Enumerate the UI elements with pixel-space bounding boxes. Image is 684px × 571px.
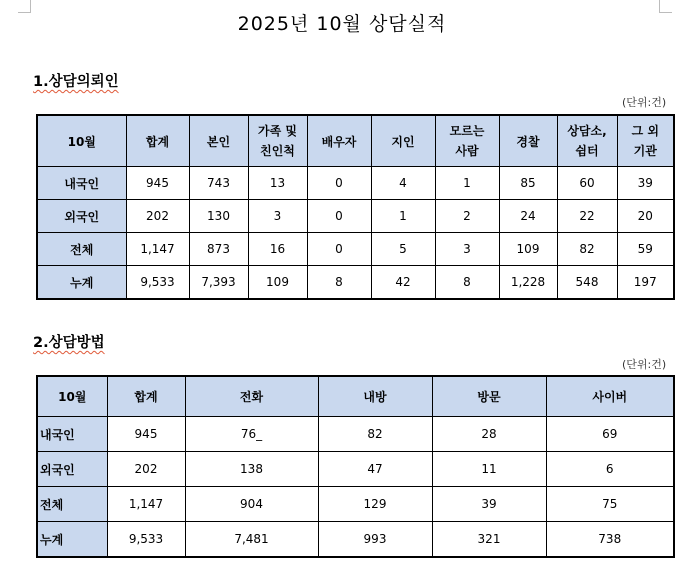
row-label: 누계	[37, 266, 126, 300]
table-cell: 9,533	[126, 266, 189, 300]
table-cell: 11	[432, 452, 546, 487]
table-cell: 4	[371, 167, 435, 200]
table-cell: 7,481	[185, 522, 318, 558]
table-cell: 85	[499, 167, 557, 200]
table-cell: 69	[546, 417, 674, 452]
document-title: 2025년 10월 상담실적	[237, 13, 447, 35]
header-visit: 방문	[432, 376, 546, 417]
table-cell: 6	[546, 452, 674, 487]
table-row	[37, 452, 674, 487]
table-cell: 13	[248, 167, 307, 200]
header-stranger-line1: 모르는	[449, 124, 485, 138]
table-cell: 16	[248, 233, 307, 266]
row-label: 전체	[37, 487, 107, 522]
table-cell: 129	[318, 487, 432, 522]
table-cell: 5	[371, 233, 435, 266]
section-title-clients	[33, 70, 119, 91]
clients-table	[36, 114, 675, 300]
header-police: 경찰	[499, 115, 557, 167]
table-cell: 138	[185, 452, 318, 487]
table-cell: 0	[307, 200, 371, 233]
table-cell: 1	[435, 167, 499, 200]
table-cell: 202	[126, 200, 189, 233]
table-cell: 738	[546, 522, 674, 558]
table-row	[37, 167, 674, 200]
table-cell: 28	[432, 417, 546, 452]
table-cell: 130	[189, 200, 248, 233]
table-cell: 202	[107, 452, 185, 487]
table-cell: 0	[307, 167, 371, 200]
table-cell: 945	[107, 417, 185, 452]
table-cell: 24	[499, 200, 557, 233]
unit-label-methods: (단위:건)	[622, 358, 667, 371]
table-cell: 3	[248, 200, 307, 233]
row-label: 외국인	[37, 452, 107, 487]
header-other-line2: 기관	[633, 144, 657, 158]
table-cell: 1,228	[499, 266, 557, 300]
table-cell: 1,147	[126, 233, 189, 266]
table-cell: 321	[432, 522, 546, 558]
header-total: 합계	[126, 115, 189, 167]
methods-table	[36, 375, 675, 558]
table-cell: 0	[307, 233, 371, 266]
row-label: 외국인	[37, 200, 126, 233]
header-family-line1: 가족 및	[258, 124, 297, 138]
table-cell: 109	[248, 266, 307, 300]
table-cell: 82	[557, 233, 617, 266]
header-month: 10월	[37, 115, 126, 167]
header-month: 10월	[37, 376, 107, 417]
unit-label-clients: (단위:건)	[622, 96, 667, 109]
table-cell: 548	[557, 266, 617, 300]
header-other-line1: 그 외	[631, 124, 659, 138]
row-label: 내국인	[37, 417, 107, 452]
table-row	[37, 233, 674, 266]
table-cell: 75	[546, 487, 674, 522]
table-cell: 3	[435, 233, 499, 266]
header-counseling-line1: 상담소,	[567, 124, 607, 138]
header-phone: 전화	[185, 376, 318, 417]
table-header-row	[37, 115, 674, 167]
header-counseling-center	[557, 115, 617, 167]
table-cell: 197	[617, 266, 674, 300]
header-family	[248, 115, 307, 167]
table-cell: 8	[307, 266, 371, 300]
table-cell: 9,533	[107, 522, 185, 558]
table-cell: 39	[432, 487, 546, 522]
table-cell: 743	[189, 167, 248, 200]
section-title-clients-text: 1.상담의뢰인	[33, 74, 119, 90]
table-cell: 1	[371, 200, 435, 233]
header-acquaintance: 지인	[371, 115, 435, 167]
table-cell: 109	[499, 233, 557, 266]
table-row	[37, 266, 674, 300]
table-row	[37, 487, 674, 522]
table-row	[37, 417, 674, 452]
header-family-line2: 친인척	[260, 144, 295, 158]
table-cell: 2	[435, 200, 499, 233]
table-cell: 7,393	[189, 266, 248, 300]
header-spouse: 배우자	[307, 115, 371, 167]
table-header-row	[37, 376, 674, 417]
table-cell: 8	[435, 266, 499, 300]
row-label: 내국인	[37, 167, 126, 200]
table-cell: 904	[185, 487, 318, 522]
table-cell: 945	[126, 167, 189, 200]
header-total: 합계	[107, 376, 185, 417]
table-row	[37, 522, 674, 558]
table-cell: 82	[318, 417, 432, 452]
table-cell: 1,147	[107, 487, 185, 522]
table-cell: 20	[617, 200, 674, 233]
header-walk-in: 내방	[318, 376, 432, 417]
header-cyber: 사이버	[546, 376, 674, 417]
row-label: 전체	[37, 233, 126, 266]
header-self: 본인	[189, 115, 248, 167]
table-row	[37, 200, 674, 233]
table-cell: 873	[189, 233, 248, 266]
header-other-org	[617, 115, 674, 167]
table-cell: 76_	[185, 417, 318, 452]
table-cell: 39	[617, 167, 674, 200]
section-title-methods-text: 2.상담방법	[33, 335, 105, 351]
table-cell: 60	[557, 167, 617, 200]
header-stranger	[435, 115, 499, 167]
row-label: 누계	[37, 522, 107, 558]
table-cell: 59	[617, 233, 674, 266]
header-stranger-line2: 사람	[455, 144, 479, 158]
table-cell: 993	[318, 522, 432, 558]
table-cell: 47	[318, 452, 432, 487]
table-cell: 42	[371, 266, 435, 300]
table-cell: 22	[557, 200, 617, 233]
header-counseling-line2: 쉼터	[575, 144, 599, 158]
section-title-methods	[33, 331, 105, 352]
